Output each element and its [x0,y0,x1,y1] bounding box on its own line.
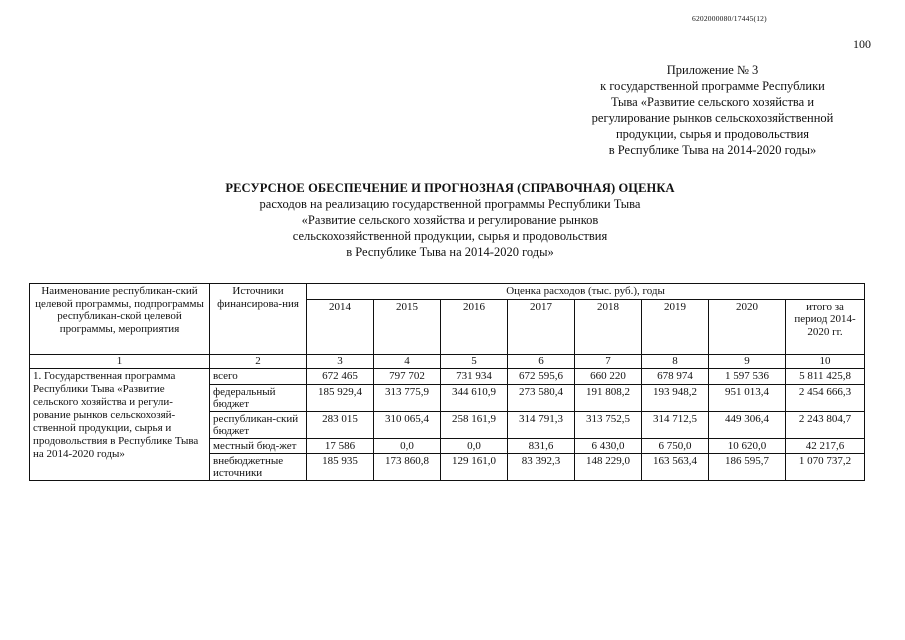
value-cell: 17 586 [307,438,374,454]
value-cell: 313 752,5 [575,411,642,438]
value-cell: 258 161,9 [441,411,508,438]
name-column-header: Наименование республикан-ский целевой программы, подпрограммы республикан-ской целевой программы, мероприятия [30,284,210,355]
source-column-header: Источники финансирова-ния [210,284,307,355]
column-number: 4 [374,355,441,369]
source-cell: всего [210,369,307,385]
value-cell: 344 610,9 [441,384,508,411]
value-cell: 951 013,4 [709,384,786,411]
value-cell: 797 702 [374,369,441,385]
year-header: 2020 [709,299,786,355]
value-cell: 449 306,4 [709,411,786,438]
value-cell: 186 595,7 [709,454,786,481]
program-name-cell: 1. Государственная программа Республики Тыва «Развитие сельского хозяйства и регули-рование рынков сельскохозяй-ственной продукции, сырья и продовольствия в Республике Тыва на 2014-2020 годы» [30,369,210,481]
appendix-line: к государственной программе Республики [600,79,825,93]
appendix-line: регулирование рынков сельскохозяйственной [591,111,834,125]
source-cell: федеральный бюджет [210,384,307,411]
column-number: 2 [210,355,307,369]
total-cell: 2 454 666,3 [786,384,865,411]
expense-group-header: Оценка расходов (тыс. руб.), годы [307,284,865,300]
page-number: 100 [853,37,871,51]
value-cell: 1 597 536 [709,369,786,385]
value-cell: 0,0 [441,438,508,454]
subtitle-line: «Развитие сельского хозяйства и регулирование рынков [301,213,599,227]
total-cell: 1 070 737,2 [786,454,865,481]
year-header: 2017 [508,299,575,355]
value-cell: 185 935 [307,454,374,481]
year-header: 2018 [575,299,642,355]
column-number: 3 [307,355,374,369]
column-number: 9 [709,355,786,369]
main-title: РЕСУРСНОЕ ОБЕСПЕЧЕНИЕ И ПРОГНОЗНАЯ (СПРАВОЧНАЯ) ОЦЕНКА [225,181,675,195]
column-number-row [30,355,865,369]
header-row [30,284,865,300]
year-header: 2019 [642,299,709,355]
value-cell: 185 929,4 [307,384,374,411]
value-cell: 129 161,0 [441,454,508,481]
appendix-line: Приложение № 3 [666,63,759,77]
appendix-note [540,62,885,158]
value-cell: 193 948,2 [642,384,709,411]
subtitle-line: расходов на реализацию государственной программы Республики Тыва [259,197,641,211]
value-cell: 273 580,4 [508,384,575,411]
subtitle-line: сельскохозяйственной продукции, сырья и продовольствия [292,229,608,243]
total-cell: 5 811 425,8 [786,369,865,385]
column-number: 1 [30,355,210,369]
total-cell: 2 243 804,7 [786,411,865,438]
value-cell: 831,6 [508,438,575,454]
value-cell: 660 220 [575,369,642,385]
column-number: 8 [642,355,709,369]
value-cell: 283 015 [307,411,374,438]
subtitle-line: в Республике Тыва на 2014-2020 годы» [346,245,554,259]
source-cell: местный бюд-жет [210,438,307,454]
appendix-line: в Республике Тыва на 2014-2020 годы» [608,143,817,157]
value-cell: 83 392,3 [508,454,575,481]
value-cell: 678 974 [642,369,709,385]
value-cell: 191 808,2 [575,384,642,411]
value-cell: 731 934 [441,369,508,385]
value-cell: 313 775,9 [374,384,441,411]
year-header: 2014 [307,299,374,355]
year-header: 2016 [441,299,508,355]
column-number: 6 [508,355,575,369]
table-row [30,369,865,385]
value-cell: 672 595,6 [508,369,575,385]
appendix-line: продукции, сырья и продовольствия [615,127,810,141]
value-cell: 163 563,4 [642,454,709,481]
value-cell: 310 065,4 [374,411,441,438]
value-cell: 0,0 [374,438,441,454]
total-cell: 42 217,6 [786,438,865,454]
value-cell: 314 712,5 [642,411,709,438]
source-cell: внебюджетные источники [210,454,307,481]
value-cell: 148 229,0 [575,454,642,481]
document-code: 6202000080/17445(12) [692,14,767,23]
source-cell: республикан-ский бюджет [210,411,307,438]
column-number: 5 [441,355,508,369]
value-cell: 672 465 [307,369,374,385]
value-cell: 6 430,0 [575,438,642,454]
value-cell: 10 620,0 [709,438,786,454]
document-title [150,180,750,260]
column-number: 10 [786,355,865,369]
year-header: 2015 [374,299,441,355]
value-cell: 314 791,3 [508,411,575,438]
value-cell: 6 750,0 [642,438,709,454]
value-cell: 173 860,8 [374,454,441,481]
budget-table [29,283,865,481]
appendix-line: Тыва «Развитие сельского хозяйства и [610,95,815,109]
total-header: итого за период 2014-2020 гг. [786,299,865,355]
column-number: 7 [575,355,642,369]
